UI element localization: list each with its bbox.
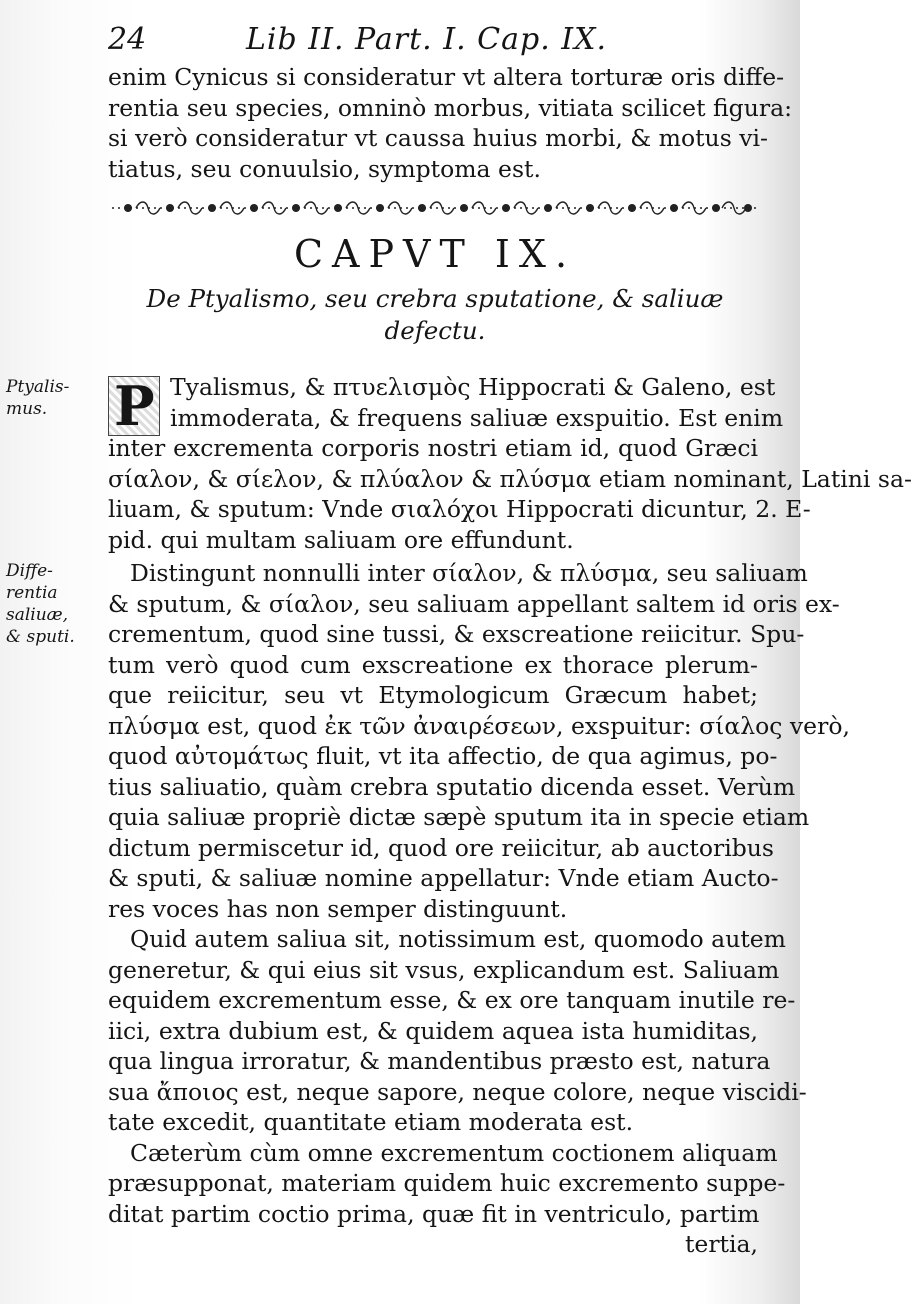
text-line: dictum permiscetur id, quod ore reiicitur, ab auctoribus [108, 833, 774, 862]
text-line: que reiicitur, seu vt Etymologicum Græcum habet; [108, 681, 758, 709]
text-line: quia saliuæ propriè dictæ sæpè sputum ita in specie etiam [108, 803, 810, 831]
text-line: equidem excrementum esse, & ex ore tanquam inutile re- [108, 986, 796, 1014]
margin-note-line: mus. [6, 399, 48, 419]
running-head [108, 22, 728, 62]
chapter-heading: CAPVT IX. [293, 232, 577, 276]
subtitle-line: De Ptyalismo, seu crebra sputatione, & saliuæ [146, 284, 724, 313]
text-line: Quid autem saliua sit, notissimum est, quomodo autem [130, 925, 786, 953]
chapter-subtitle [108, 283, 762, 347]
text-line: σίαλον, & σίελον, & πλύαλον & πλύσμα etiam nominant, Latini sa- [108, 464, 912, 493]
fleuron-ornament [108, 196, 762, 220]
paragraph-1 [108, 433, 912, 555]
text-line: crementum, quod sine tussi, & exscreatione reiicitur. Spu- [108, 620, 805, 648]
text-line: si verò consideratur vt caussa huius morbi, & motus vi- [108, 124, 768, 152]
text-line: Tyalismus, & πτυελισμὸς Hippocrati & Galeno, est [170, 373, 776, 401]
margin-note-differentia [6, 560, 98, 648]
paragraph-2 [108, 558, 850, 1260]
decorated-initial [108, 376, 160, 436]
text-line: tate excedit, quantitate etiam moderata est. [108, 1108, 634, 1136]
margin-note-line: Diffe- [6, 561, 53, 581]
text-line: πλύσμα est, quod ἐκ τῶν ἀναιρέσεων, exspuitur: σίαλος verò, [108, 711, 850, 740]
initial-letter: P [114, 374, 155, 438]
text-line: immoderata, & frequens saliuæ exspuitio. Est enim [170, 403, 784, 432]
subtitle-line: defectu. [384, 316, 486, 345]
text-line: qua lingua irroratur, & mandentibus præsto est, natura [108, 1047, 771, 1075]
text-line: Cæterùm cùm omne excrementum coctionem aliquam [130, 1138, 778, 1167]
text-line: & sputum, & σίαλον, seu saliuam appellant saltem id oris ex- [108, 589, 840, 618]
paragraph-1-indented [170, 372, 784, 433]
ornament-band [108, 196, 762, 222]
margin-note-line: rentia [6, 583, 58, 603]
text-line: ditat partim coctio prima, quæ fit in ventriculo, partim [108, 1199, 760, 1228]
text-line: quod αὐτομάτως fluit, vt ita affectio, de qua agimus, po- [108, 742, 778, 770]
text-line: pid. qui multam saliuam ore effundunt. [108, 525, 574, 554]
text-line: tius saliuatio, quàm crebra sputatio dicenda esset. Verùm [108, 772, 796, 801]
text-line: tum verò quod cum exscreatione ex thorace plerum- [108, 650, 758, 679]
text-line: Distingunt nonnulli inter σίαλον, & πλύσμα, seu saliuam [130, 559, 808, 587]
text-line: rentia seu species, omninò morbus, vitiata scilicet figura: [108, 93, 793, 122]
intro-paragraph [108, 62, 793, 184]
text-line: & sputi, & saliuæ nomine appellatur: Vnde etiam Aucto- [108, 864, 779, 892]
text-line: sua ἄποιος est, neque sapore, neque colore, neque viscidi- [108, 1077, 807, 1106]
text-line: enim Cynicus si consideratur vt altera torturæ oris diffe- [108, 63, 785, 91]
margin-note-ptyalismus [6, 376, 98, 420]
text-line: inter excrementa corporis nostri etiam id, quod Græci [108, 434, 758, 462]
margin-note-line: & sputi. [6, 627, 75, 647]
margin-note-line: saliuæ, [6, 605, 69, 625]
catchword: tertia, [684, 1230, 758, 1258]
text-line: generetur, & qui eius sit vsus, explicandum est. Saliuam [108, 955, 780, 984]
text-line: res voces has non semper distinguunt. [108, 894, 568, 923]
text-line: præsupponat, materiam quidem huic excremento suppe- [108, 1169, 786, 1197]
running-title: Lib II. Part. I. Cap. IX. [246, 22, 608, 57]
text-line: liuam, & sputum: Vnde σιαλόχοι Hippocrati dicuntur, 2. E- [108, 495, 811, 523]
margin-note-line: Ptyalis- [6, 377, 70, 397]
page-number: 24 [108, 22, 147, 57]
text-line: iici, extra dubium est, & quidem aquea ista humiditas, [108, 1016, 758, 1045]
text-line: tiatus, seu conuulsio, symptoma est. [108, 154, 541, 183]
